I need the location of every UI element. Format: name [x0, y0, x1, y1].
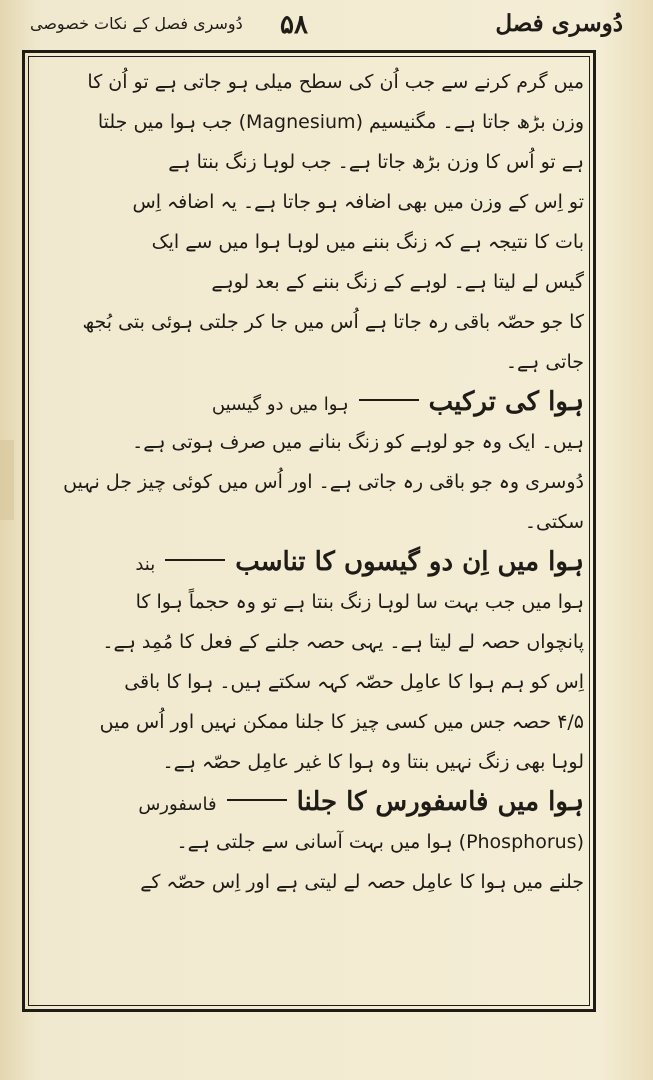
- page-content: [34, 62, 584, 1002]
- section-subtitle: دُوسری فصل کے نکات خصوصی: [30, 14, 243, 33]
- chapter-title: دُوسری فصل: [495, 10, 623, 37]
- text-line: ۴/۵ حصہ جس میں کسی چیز کا جلنا ممکن نہیں اور اُس میں: [99, 711, 584, 733]
- text-line: جاتی ہے۔: [505, 351, 584, 373]
- text-line: پانچواں حصہ لے لیتا ہے۔ یہی حصہ جلنے کے فعل کا مُمِد ہے۔: [102, 631, 584, 653]
- running-head: [20, 8, 623, 48]
- text-line: گیس لے لیتا ہے۔ لوہے کے زنگ بننے کے بعد لوہے: [211, 271, 584, 293]
- text-line: سکتی۔: [524, 511, 584, 533]
- page-number: ۵۸: [280, 10, 308, 40]
- text-line: لوہا بھی زنگ نہیں بنتا وہ ہوا کا غیر عامِل حصّہ ہے۔: [162, 751, 584, 773]
- text-line: اِس کو ہم ہوا کا عامِل حصّہ کہہ سکتے ہیں۔ ہوا کا باقی: [124, 671, 584, 693]
- text-line: کا جو حصّہ باقی رہ جاتا ہے اُس میں جا کر جلتی ہوئی بتی بُجھ: [82, 311, 584, 333]
- text-line: جلنے میں ہوا کا عامِل حصہ لے لیتی ہے اور اِس حصّہ کے: [140, 871, 584, 893]
- text-line: ہیں۔ ایک وہ جو لوہے کو زنگ بنانے میں صرف ہوتی ہے۔: [132, 431, 584, 453]
- heading-title: ہوا میں فاسفورس کا جلنا: [296, 787, 584, 817]
- heading-tail: بند: [135, 554, 156, 575]
- section-heading: [34, 542, 584, 582]
- text-line: میں گرم کرنے سے جب اُن کی سطح میلی ہو جاتی ہے تو اُن کا: [87, 71, 584, 93]
- text-line: (Phosphorus) ہوا میں بہت آسانی سے جلتی ہے۔: [176, 831, 584, 853]
- heading-tail: فاسفورس: [138, 794, 217, 815]
- section-heading: [34, 382, 584, 422]
- text-line: دُوسری وہ جو باقی رہ جاتی ہے۔ اور اُس میں کوئی چیز جل نہیں: [63, 471, 584, 493]
- heading-dash: [227, 799, 287, 801]
- page-stain: [0, 440, 14, 520]
- heading-dash: [165, 559, 225, 561]
- text-line: وزن بڑھ جاتا ہے۔ مگنیسیم (Magnesium) جب ہوا میں جلتا: [97, 111, 584, 133]
- heading-title: ہوا میں اِن دو گیسوں کا تناسب: [235, 547, 584, 577]
- text-line: ہے تو اُس کا وزن بڑھ جاتا ہے۔ جب لوہا زنگ بنتا ہے: [168, 151, 584, 173]
- section-heading: [34, 782, 584, 822]
- heading-dash: [359, 399, 419, 401]
- text-line: ہوا میں جب بہت سا لوہا زنگ بنتا ہے تو وہ حجماً ہوا کا: [135, 591, 584, 613]
- heading-title: ہوا کی ترکیب: [428, 387, 584, 417]
- heading-tail: ہوا میں دو گیسیں: [211, 394, 349, 415]
- text-line: بات کا نتیجہ ہے کہ زنگ بننے میں لوہا ہوا میں سے ایک: [151, 231, 584, 253]
- text-line: تو اِس کے وزن میں بھی اضافہ ہو جاتا ہے۔ یہ اضافہ اِس: [132, 191, 584, 213]
